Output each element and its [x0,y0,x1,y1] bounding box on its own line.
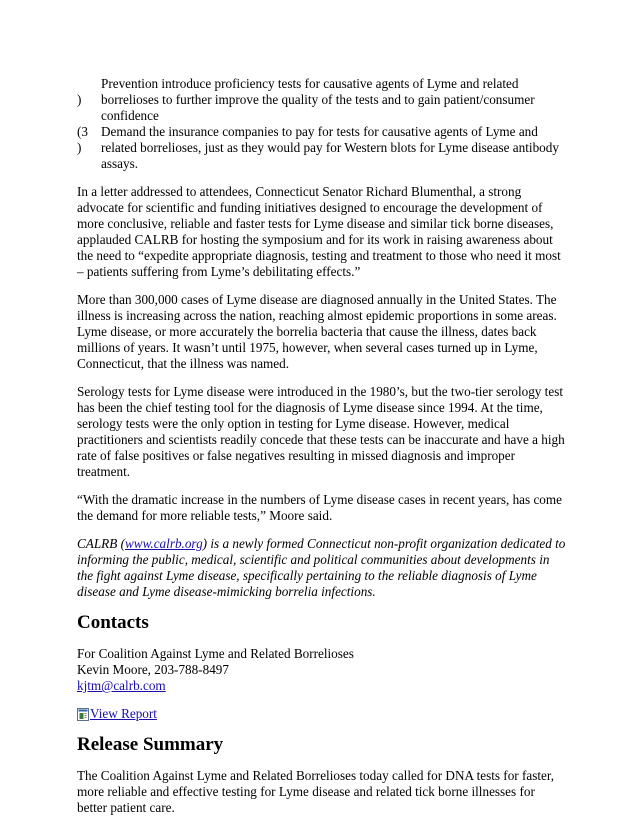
view-report-row [77,706,567,722]
paragraph-case-statistics: More than 300,000 cases of Lyme disease are diagnosed annually in the United States. The illness is increasing across the nation, reaching almost epidemic proportions in some areas. Lyme disease, or more accurately the borrelia bacteria that cause the illness, dates back millions of years. It wasn’t until 1975, however, when several cases turned up in Lyme, Connecticut, that the illness was named. [77,292,557,371]
list-item [77,124,567,172]
list-item-text: Demand the insurance companies to pay for tests for causative agents of Lyme and related borrelioses, just as they would pay for Western blots for Lyme disease antibody assays. [101,124,559,171]
list-item [77,76,567,124]
paragraph-senator-letter: In a letter addressed to attendees, Connecticut Senator Richard Blumenthal, a strong advocate for scientific and funding initiatives designed to encourage the development of more conclusive, reliable and faster tests for Lyme disease and similar tick borne diseases, applauded CALRB for hosting the symposium and for its work in raising awareness about the need to “expedite appropriate diagnosis, testing and treatment to those who need it most – patients suffering from Lyme’s debilitating effects.” [77,184,561,279]
release-summary-text: The Coalition Against Lyme and Related Borrelioses today called for DNA tests for faster, more reliable and effective testing for Lyme disease and related tick borne illnesses for better patient care. [77,768,555,815]
calrb-website-link[interactable]: www.calrb.org [125,536,203,551]
contact-name-phone: Kevin Moore, 203-788-8497 [77,662,229,677]
list-marker: (3 ) [77,124,88,155]
about-calrb-paragraph: CALRB (www.calrb.org) is a newly formed Connecticut non-profit organization dedicated to informing the public, medical, scientific and political communities about developments in the fight against Lyme disease, specifically pertaining to the reliable diagnosis of Lyme disease and Lyme disease-mimicking borrelia infections. [77,536,566,599]
contacts-heading: Contacts [77,612,149,633]
paragraph-moore-quote: “With the dramatic increase in the numbers of Lyme disease cases in recent years, has come the demand for more reliable tests,” Moore said. [77,492,563,523]
contact-organization: For Coalition Against Lyme and Related Borrelioses [77,646,354,661]
numbered-list [77,76,567,172]
release-summary-heading: Release Summary [77,734,224,755]
contact-email-link[interactable]: kjtm@calrb.com [77,678,166,693]
paragraph-serology-tests: Serology tests for Lyme disease were introduced in the 1980’s, but the two-tier serology test has been the chief testing tool for the diagnosis of Lyme disease since 1994. At the time, serology tests were the only option in testing for Lyme disease. However, medical practitioners and scientists readily concede that these tests can be inaccurate and have a high rate of false positives or false negatives resulting in missed diagnosis and improper treatment. [77,384,565,479]
contact-details [77,646,567,694]
document-page [77,76,567,828]
list-marker: ) [77,92,82,107]
document-icon[interactable] [77,708,89,721]
view-report-link[interactable]: View Report [90,706,157,721]
list-item-text: Prevention introduce proficiency tests for causative agents of Lyme and related borrelioses to further improve the quality of the tests and to gain patient/consumer confidence [101,76,535,123]
